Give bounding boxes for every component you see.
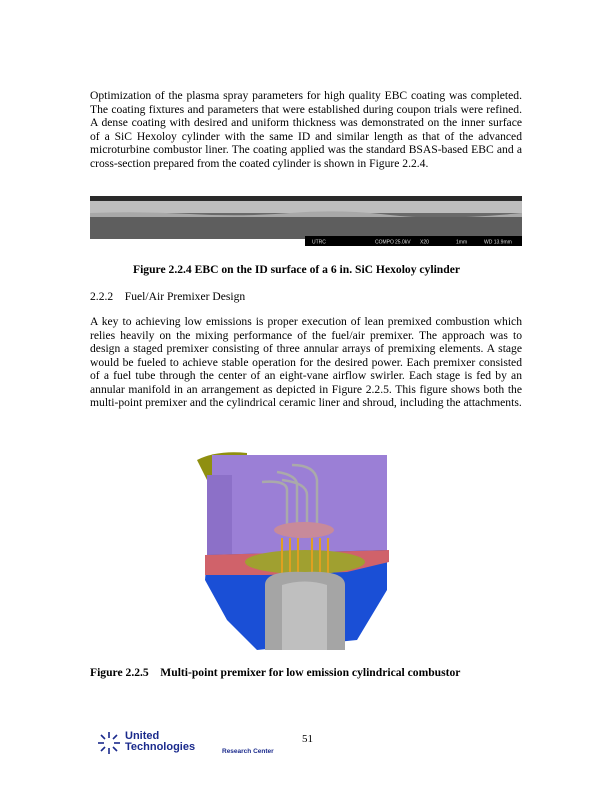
section-heading: 2.2.2 Fuel/Air Premixer Design bbox=[90, 290, 246, 303]
sem-voltage: 25.0kV bbox=[395, 239, 411, 246]
premixer-cad-illustration bbox=[187, 450, 425, 650]
figure-2-2-4-caption: Figure 2.2.4 EBC on the ID surface of a 6 in. SiC Hexoloy cylinder bbox=[133, 263, 460, 276]
intro-paragraph: Optimization of the plasma spray parameters for high quality EBC coating was completed. The coating fixtures and parameters that were established during coupon trials were refined. A dense coating with desired and uniform thickness was demonstrated on the inner surface of a SiC Hexoloy cylinder with the same ID and similar length as that of the advanced microturbine combustor liner. The coating applied was the standard BSAS-based EBC and a cross-section prepared from the coated cylinder is shown in Figure 2.2.4. bbox=[90, 89, 522, 170]
sem-mode: COMPO bbox=[375, 239, 394, 246]
page-number: 51 bbox=[302, 733, 313, 745]
sem-lab: UTRC bbox=[312, 239, 326, 246]
sem-wd: WD 13.9mm bbox=[484, 239, 512, 246]
logo-technologies: Technologies bbox=[125, 741, 196, 753]
logo-united: United bbox=[125, 730, 160, 742]
sunburst-logo-icon bbox=[98, 732, 120, 754]
logo-research-center: Research Center bbox=[222, 748, 274, 755]
sem-scale: 1mm bbox=[456, 239, 468, 246]
united-technologies-logo bbox=[98, 730, 298, 758]
premixer-paragraph: A key to achieving low emissions is proper execution of lean premixed combustion which relies heavily on the mixing performance of the fuel/air premixer. The approach was to design a staged premixer consisting of three annular arrays of premixing elements. A stage would be fueled to achieve stable operation for the desired power. Each premixer consisted of a fuel tube through the center of an eight-vane airflow swirler. Each stage is fed by an annular manifold in an arrangement as depicted in Figure 2.2.5. This figure shows both the multi-point premixer and the cylindrical ceramic liner and shroud, including the attachments. bbox=[90, 315, 522, 409]
figure-2-2-5-caption: Figure 2.2.5 Multi-point premixer for low emission cylindrical combustor bbox=[90, 666, 461, 679]
ebc-cross-section-micrograph bbox=[90, 196, 522, 246]
sem-mag: X20 bbox=[420, 239, 429, 246]
